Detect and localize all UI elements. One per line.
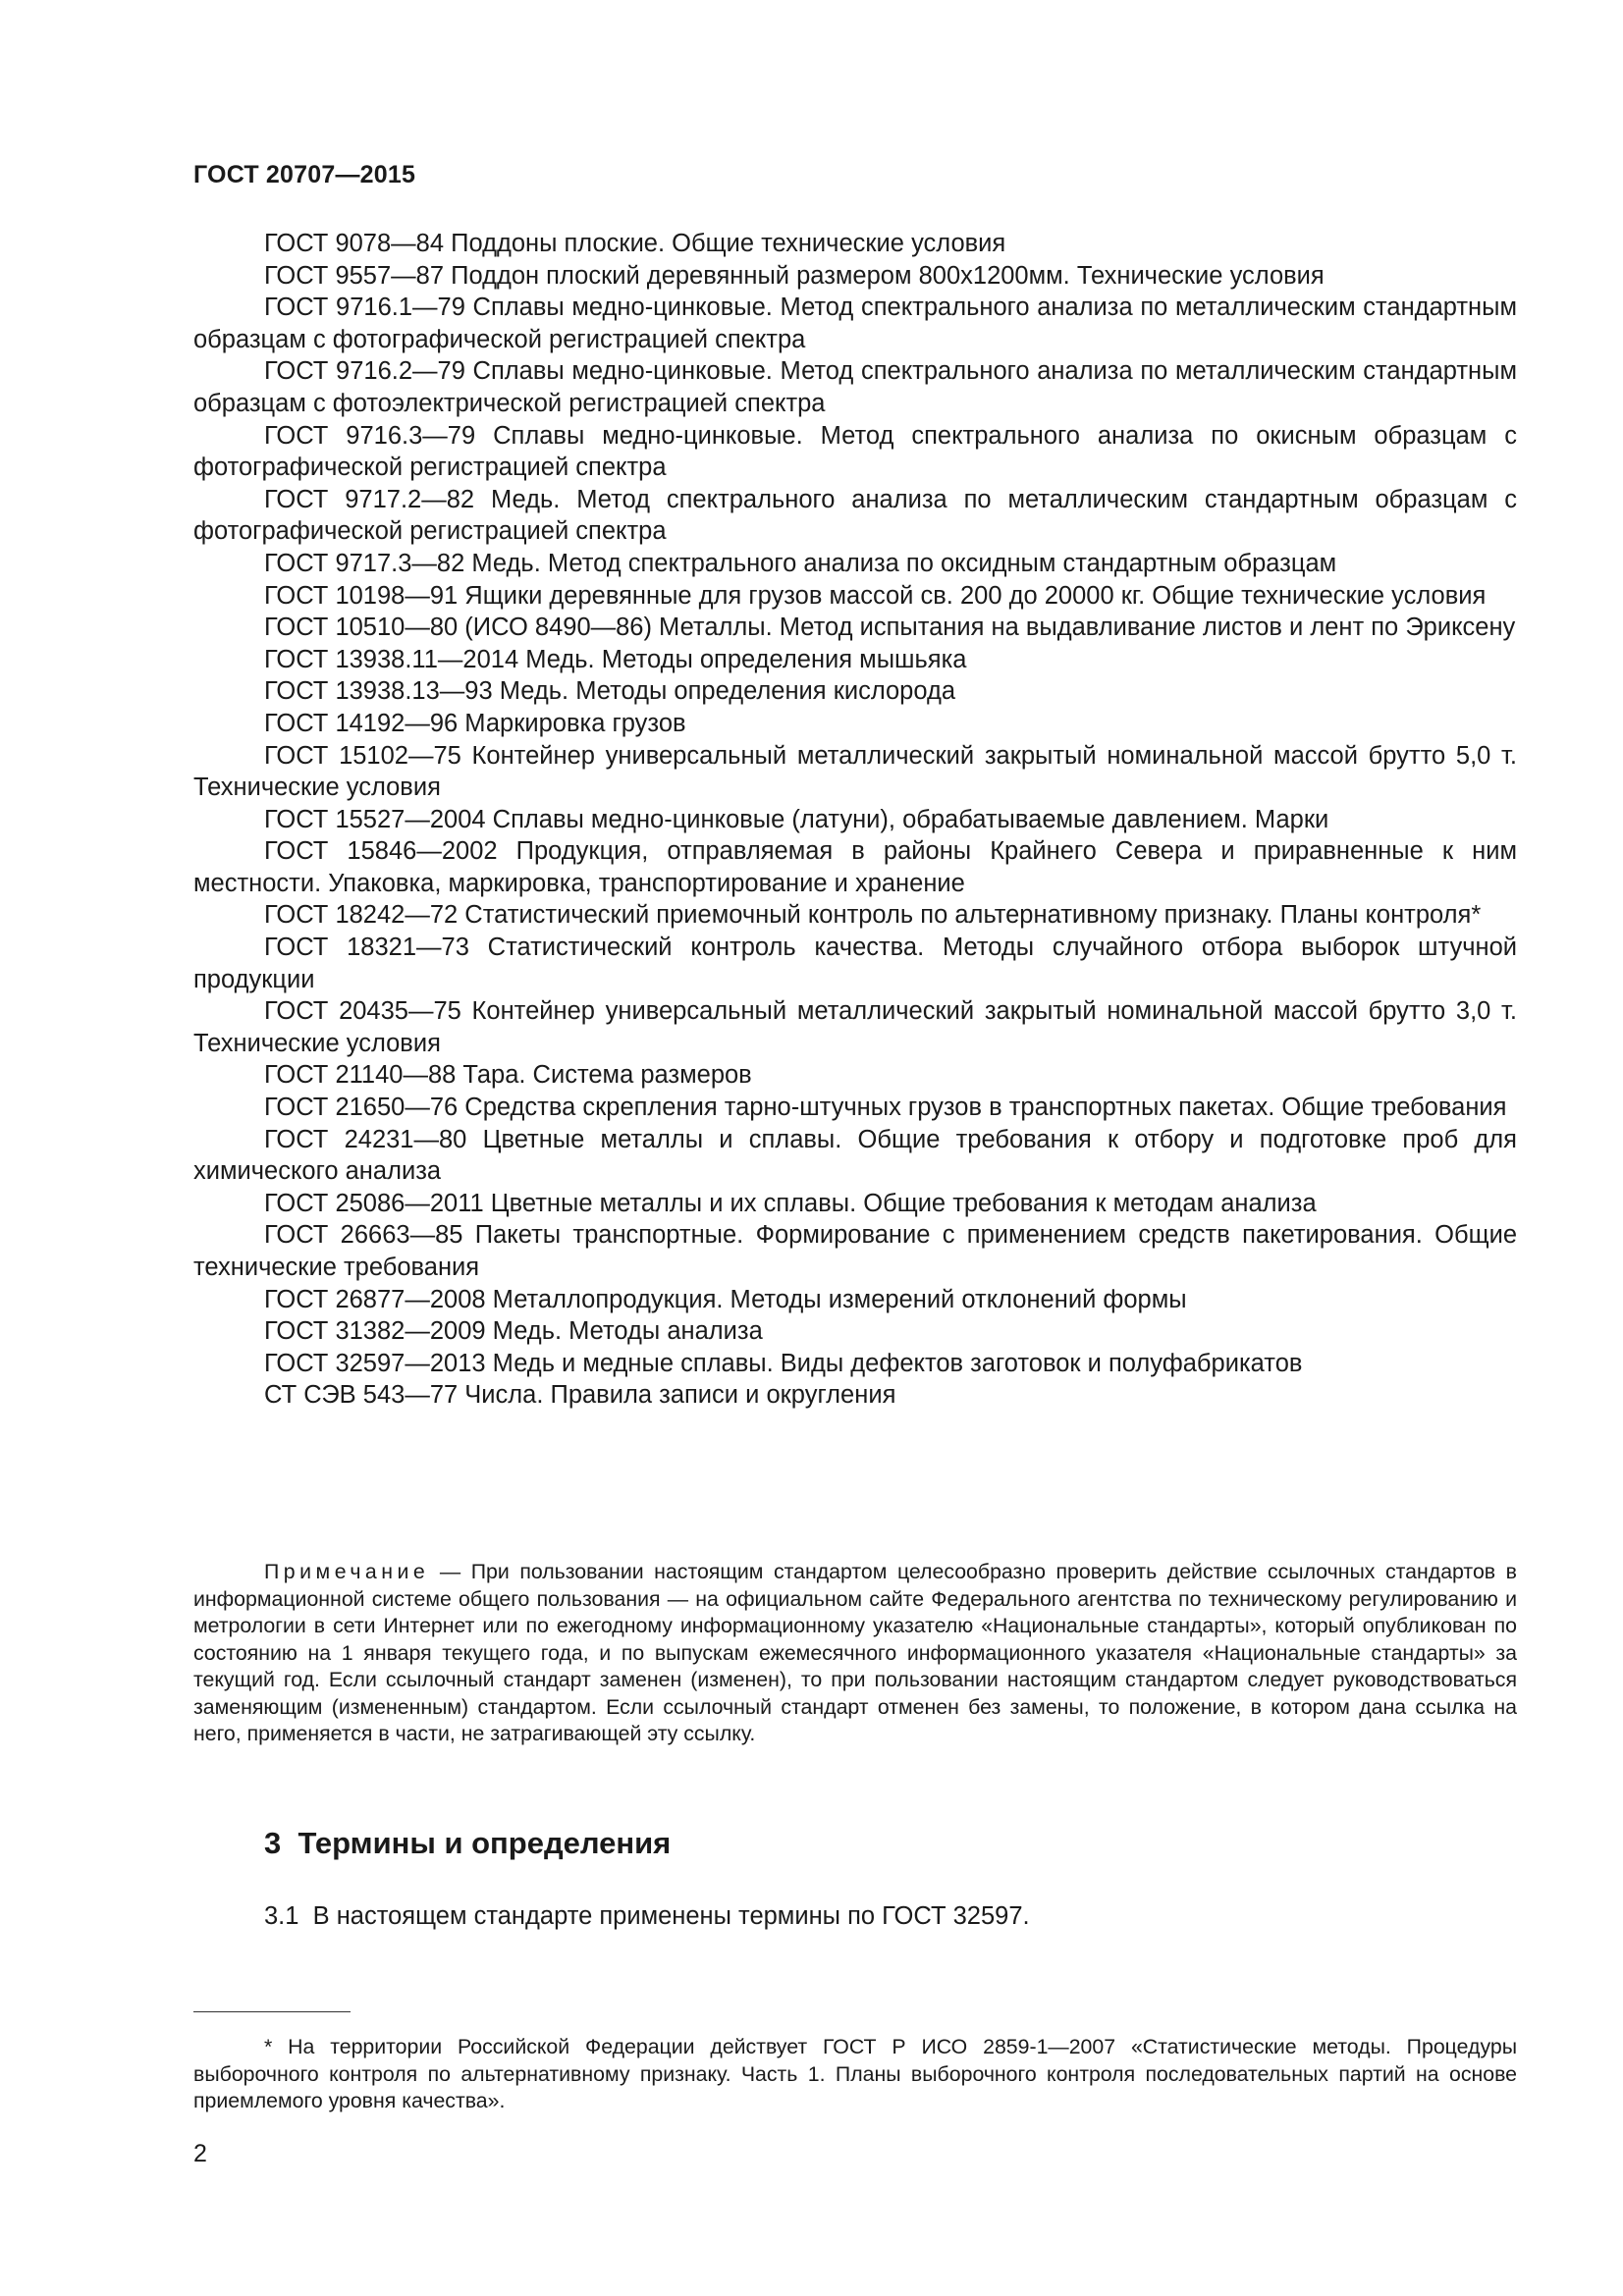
reference-item: ГОСТ 15846—2002 Продукция, отправляемая в районы Крайнего Севера и приравненные к ним местности. Упаковка, маркировка, транспортирование и хранение bbox=[193, 837, 1517, 897]
reference-item: ГОСТ 9716.1—79 Сплавы медно-цинковые. Метод спектрального анализа по металлическим стандартным образцам с фотографической регистрацией спектра bbox=[193, 294, 1517, 353]
reference-item: СТ СЭВ 543—77 Числа. Правила записи и округления bbox=[264, 1381, 896, 1410]
reference-item: ГОСТ 9078—84 Поддоны плоские. Общие технические условия bbox=[264, 230, 1006, 257]
reference-item: ГОСТ 13938.13—93 Медь. Методы определения кислорода bbox=[264, 677, 956, 706]
reference-item: ГОСТ 24231—80 Цветные металлы и сплавы. Общие требования к отбору и подготовке проб для химического анализа bbox=[193, 1125, 1517, 1186]
reference-item: ГОСТ 21650—76 Средства скрепления тарно-штучных грузов в транспортных пакетах. Общие требования bbox=[264, 1094, 1507, 1122]
reference-item: ГОСТ 25086—2011 Цветные металлы и их сплавы. Общие требования к методам анализа bbox=[264, 1189, 1317, 1217]
reference-item: ГОСТ 15102—75 Контейнер универсальный металлический закрытый номинальной массой брутто 5,0 т. Технические условия bbox=[193, 741, 1517, 802]
reference-item: ГОСТ 14192—96 Маркировка грузов bbox=[264, 709, 686, 737]
footnote-separator bbox=[193, 2011, 351, 2012]
reference-item: ГОСТ 18242—72 Статистический приемочный контроль по альтернативному признаку. Планы контроля* bbox=[264, 901, 1482, 930]
note-text: — При пользовании настоящим стандартом целесообразно проверить действие ссылочных стандартов в информационной системе общего пользования — на официальном сайте Федерального агентства по техническому регулированию и метрологии в сети Интернет или по ежегодному информационному указателю «Национальные стандарты», который опубликован по состоянию на 1 января текущего года, и по выпускам ежемесячного информационного указателя «Национальные стандарты» за текущий год. Если ссылочный стандарт заменен (изменен), то при пользовании настоящим стандартом следует руководствоваться заменяющим (измененным) стандартом. Если ссылочный стандарт отменен без замены, то положение, в котором дана ссылка на него, применяется в части, не затрагивающей эту ссылку. bbox=[193, 1560, 1517, 1745]
reference-item: ГОСТ 31382—2009 Медь. Методы анализа bbox=[264, 1317, 763, 1346]
normative-references-list bbox=[193, 228, 1517, 1412]
note-label: Примечание bbox=[264, 1560, 430, 1583]
reference-item: ГОСТ 15527—2004 Сплавы медно-цинковые (латуни), обрабатываемые давлением. Марки bbox=[264, 805, 1329, 833]
reference-item: ГОСТ 26663—85 Пакеты транспортные. Формирование с применением средств пакетирования. Общие технические требования bbox=[193, 1221, 1517, 1281]
reference-item: ГОСТ 26877—2008 Металлопродукция. Методы измерений отклонений формы bbox=[264, 1285, 1187, 1313]
reference-item: ГОСТ 32597—2013 Медь и медные сплавы. Виды дефектов заготовок и полуфабрикатов bbox=[264, 1349, 1303, 1377]
reference-item: ГОСТ 9717.2—82 Медь. Метод спектрального анализа по металлическим стандартным образцам с фотографической регистрацией спектра bbox=[193, 485, 1517, 546]
reference-item: ГОСТ 18321—73 Статистический контроль качества. Методы случайного отбора выборок штучной продукции bbox=[193, 934, 1517, 993]
clause-3-1: 3.1 В настоящем стандарте применены термины по ГОСТ 32597. bbox=[264, 1902, 1030, 1930]
section-heading bbox=[264, 1826, 671, 1861]
reference-item: ГОСТ 9557—87 Поддон плоский деревянный размером 800х1200мм. Технические условия bbox=[264, 261, 1325, 290]
section-number: 3 bbox=[264, 1826, 282, 1860]
reference-item: ГОСТ 10198—91 Ящики деревянные для грузов массой св. 200 до 20000 кг. Общие технические условия bbox=[264, 581, 1487, 610]
footnote-text: * На территории Российской Федерации действует ГОСТ Р ИСО 2859-1—2007 «Статистические методы. Процедуры выборочного контроля по альтернативному признаку. Часть 1. Планы выборочного контроля последовательных партий на основе приемлемого уровня качества». bbox=[193, 2035, 1517, 2112]
reference-item: ГОСТ 9717.3—82 Медь. Метод спектрального анализа по оксидным стандартным образцам bbox=[264, 549, 1337, 577]
reference-item: ГОСТ 13938.11—2014 Медь. Методы определения мышьяка bbox=[264, 645, 967, 673]
document-header: ГОСТ 20707—2015 bbox=[193, 161, 416, 188]
page-number: 2 bbox=[193, 2140, 207, 2167]
reference-item: ГОСТ 21140—88 Тара. Система размеров bbox=[264, 1061, 752, 1090]
section-title: Термины и определения bbox=[298, 1826, 672, 1860]
reference-item: ГОСТ 20435—75 Контейнер универсальный металлический закрытый номинальной массой брутто 3,0 т. Технические условия bbox=[193, 997, 1517, 1057]
reference-item: ГОСТ 9716.3—79 Сплавы медно-цинковые. Метод спектрального анализа по окисным образцам с фотографической регистрацией спектра bbox=[193, 421, 1517, 482]
reference-item: ГОСТ 10510—80 (ИСО 8490—86) Металлы. Метод испытания на выдавливание листов и лент по Эриксену bbox=[264, 614, 1516, 642]
note-paragraph bbox=[193, 1559, 1517, 1748]
reference-item: ГОСТ 9716.2—79 Сплавы медно-цинковые. Метод спектрального анализа по металлическим стандартным образцам с фотоэлектрической регистрацией спектра bbox=[193, 357, 1517, 417]
